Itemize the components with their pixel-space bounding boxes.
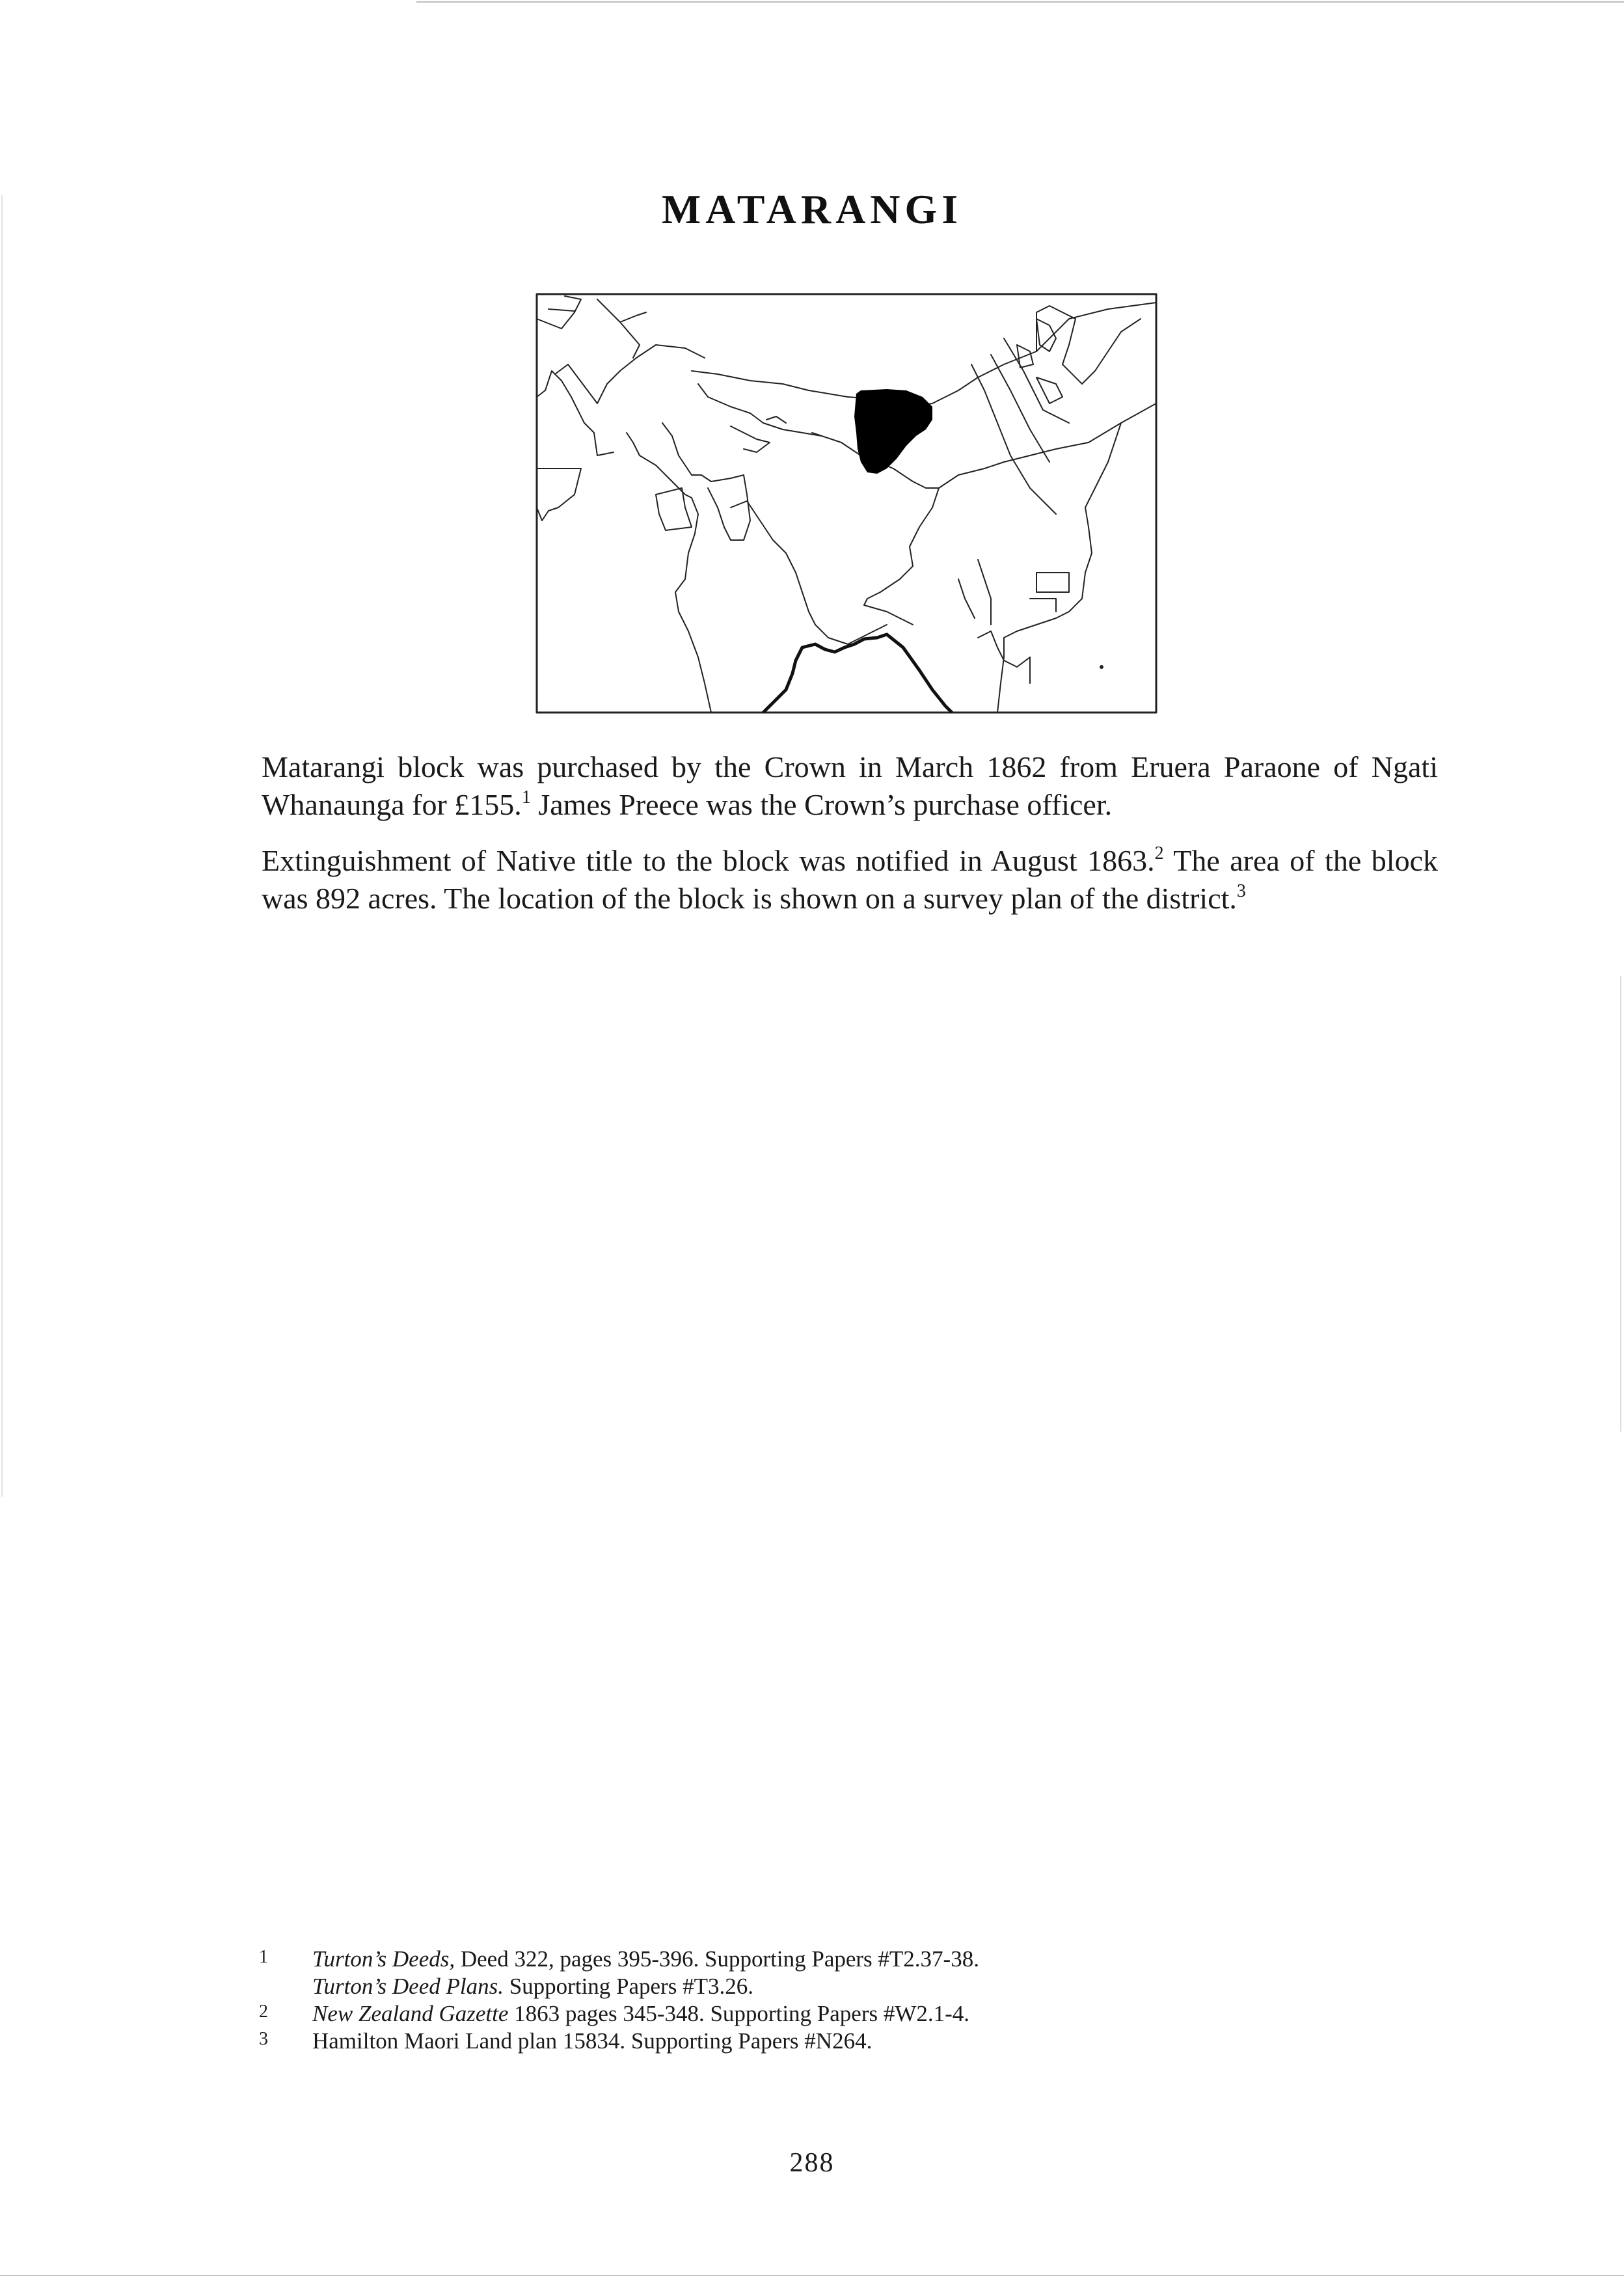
- footnote-source-detail: Hamilton Maori Land plan 15834. Supporting Papers #N264.: [312, 2028, 873, 2054]
- map-boundary-heavy: [763, 634, 952, 713]
- location-map: [535, 293, 1157, 714]
- map-point-marker: [1100, 665, 1103, 669]
- footnote-source-detail: Deed 322, pages 395-396. Supporting Papers #T2.37-38.: [455, 1946, 979, 1972]
- footnote-text: [312, 1946, 1365, 1973]
- map-inlet-west: [698, 384, 822, 452]
- footnote-item: [259, 2000, 1365, 2028]
- page-title: MATARANGI: [661, 186, 963, 232]
- scan-edge-bottom: [0, 2275, 1624, 2276]
- scan-edge-right: [1620, 976, 1621, 1432]
- footnote-source-title: New Zealand Gazette: [312, 2001, 509, 2026]
- map-frame: [537, 294, 1156, 713]
- matarangi-block-highlight: [854, 389, 932, 474]
- footnotes: [259, 1946, 1365, 2055]
- paragraph-1: [262, 748, 1438, 824]
- scan-edge-left: [1, 195, 3, 1497]
- map-parcel-east: [1030, 573, 1069, 612]
- footnote-source-detail: 1863 pages 345-348. Supporting Papers #W2.1-4.: [508, 2001, 970, 2026]
- footnote-item: [259, 1946, 1365, 1973]
- footnote-number: [259, 1973, 312, 2000]
- paragraph-2-text-b: The area of the block was 892 acres. The location of the block is shown on a survey plan of the district.: [262, 844, 1438, 915]
- footnote-ref-3[interactable]: 3: [1236, 881, 1246, 901]
- page-number: 288: [789, 2148, 835, 2178]
- footnote-text: [312, 2000, 1365, 2028]
- footnote-item: [259, 1973, 1365, 2000]
- map-peninsula-west: [537, 345, 705, 521]
- paragraph-2: [262, 842, 1438, 917]
- footnote-number: 3: [259, 2029, 268, 2049]
- map-north-coast: [692, 303, 1156, 407]
- footnote-ref-2[interactable]: 2: [1154, 843, 1164, 863]
- footnote-text: [312, 2028, 1365, 2055]
- footnote-source-title: Turton’s Deed Plans.: [312, 1974, 504, 1999]
- map-coast-northwest: [537, 296, 646, 358]
- map-eastern-coast: [997, 423, 1121, 713]
- map-peak-lines: [958, 560, 991, 625]
- footnote-number: 2: [259, 2002, 268, 2022]
- map-parcel-west-small: [656, 488, 692, 530]
- footnote-source-detail: Supporting Papers #T3.26.: [503, 1974, 753, 1999]
- footnote-text: [312, 1973, 1365, 2000]
- footnote-source-title: Turton’s Deeds,: [312, 1946, 455, 1972]
- footnote-number: 1: [259, 1947, 268, 1967]
- paragraph-1-text-a: Matarangi block was purchased by the Crown in March 1862 from Eruera Paraone of Ngati Whanaunga for £155.: [262, 750, 1438, 821]
- paragraph-2-text-a: Extinguishment of Native title to the block was notified in August 1863.: [262, 844, 1155, 877]
- map-inland-boundary-1: [731, 501, 887, 644]
- footnote-item: [259, 2028, 1365, 2055]
- map-harbour-west: [662, 423, 750, 540]
- scan-edge-top: [416, 1, 1624, 3]
- footnote-ref-1[interactable]: 1: [521, 787, 531, 808]
- paragraph-1-text-b: James Preece was the Crown’s purchase officer.: [530, 788, 1113, 821]
- map-inland-boundary-3: [864, 488, 939, 625]
- body-text: [262, 748, 1438, 936]
